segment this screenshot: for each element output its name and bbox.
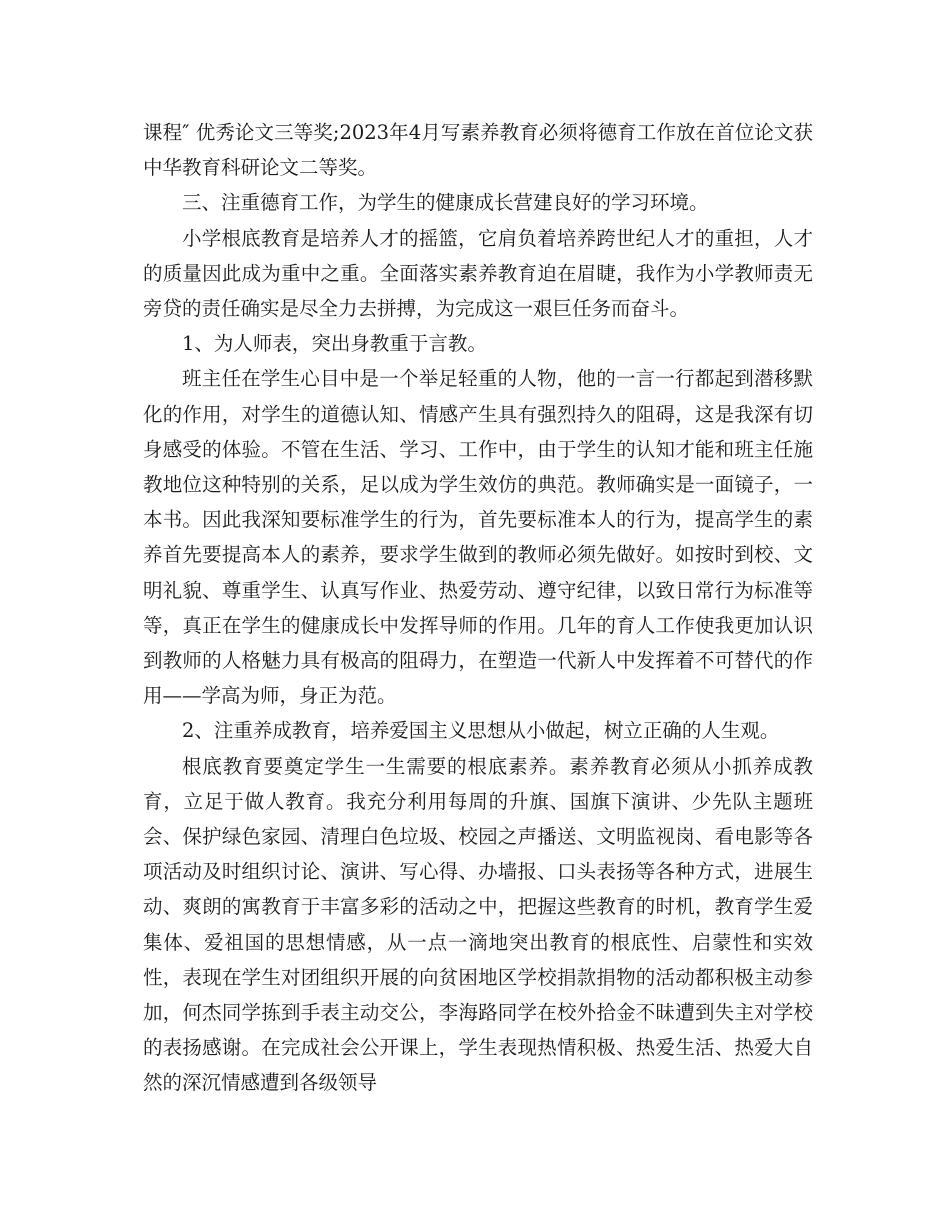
paragraph-head-teacher: 班主任在学生心目中是一个举足轻重的人物，他的一言一行都起到潜移默化的作用，对学生的道德认知、情感产生具有强烈持久的阻碍，这是我深有切身感受的体验。不管在生活、学习、工作中，由于学生的认知才能和班主任施教地位这种特别的关系，足以成为学生效仿的典范。教师确实是一面镜子，一本书。因此我深知要标准学生的行为，首先要标准本人的行为，提高学生的素养首先要提高本人的素养，要求学生做到的教师必须先做好。如按时到校、文明礼貌、尊重学生、认真写作业、热爱劳动、遵守纪律，以致日常行为标准等等，真正在学生的健康成长中发挥导师的作用。几年的育人工作使我更加认识到教师的人格魅力具有极高的阻碍力，在塑造一代新人中发挥着不可替代的作用——学高为师，身正为范。 [143,367,813,708]
paragraph-continuation: 课程″ 优秀论文三等奖;2023年4月写素养教育必须将德育工作放在首位论文获中华教育科研论文二等奖。 [143,121,813,180]
subheading-two: 2、注重养成教育，培养爱国主义思想从小做起，树立正确的人生观。 [182,719,780,743]
section-heading-three: 三、注重德育工作，为学生的健康成长营建良好的学习环境。 [182,191,709,215]
subheading-one: 1、为人师表，突出身教重于言教。 [182,332,487,356]
paragraph-primary-education: 小学根底教育是培养人才的摇篮，它肩负着培养跨世纪人才的重担，人才的质量因此成为重中之重。全面落实素养教育迫在眉睫，我作为小学教师责无旁贷的责任确实是尽全力去拼搏，为完成这一艰巨任务而奋斗。 [143,226,813,321]
document-body [143,115,813,1101]
paragraph-basic-education: 根底教育要奠定学生一生需要的根底素养。素养教育必须从小抓养成教育，立足于做人教育。我充分利用每周的升旗、国旗下演讲、少先队主题班会、保护绿色家园、清理白色垃圾、校园之声播送、文明监视岗、看电影等各项活动及时组织讨论、演讲、写心得、办墙报、口头表扬等各种方式，进展生动、爽朗的寓教育于丰富多彩的活动之中，把握这些教育的时机，教育学生爱集体、爱祖国的思想情感，从一点一滴地突出教育的根底性、启蒙性和实效性，表现在学生对团组织开展的向贫困地区学校捐款捐物的活动都积极主动参加，何杰同学拣到手表主动交公，李海路同学在校外拾金不昧遭到失主对学校的表扬感谢。在完成社会公开课上，学生表现热情积极、热爱生活、热爱大自然的深沉情感遭到各级领导 [143,754,813,1095]
